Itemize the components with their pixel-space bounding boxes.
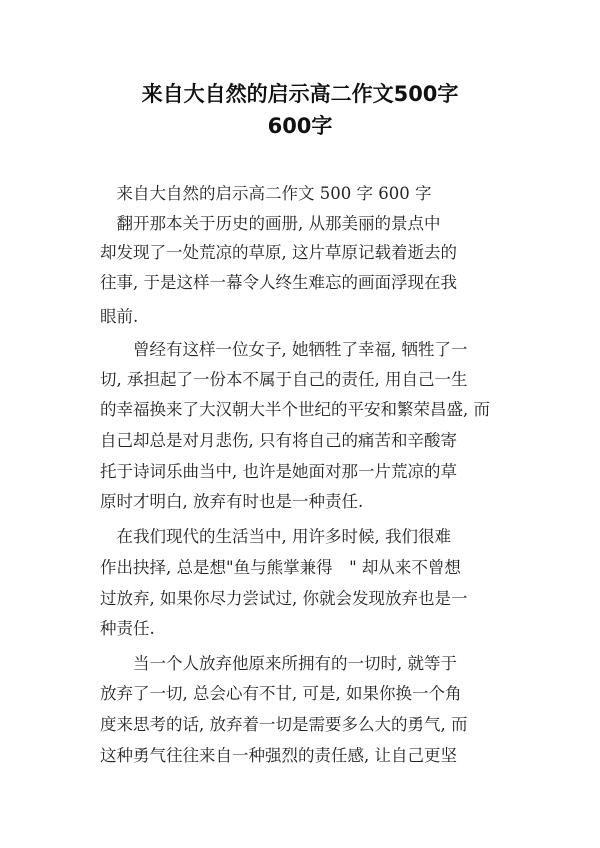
body-line: 翻开那本关于历史的画册, 从那美丽的景点中 — [100, 214, 441, 233]
body-line: 作出抉择, 总是想"鱼与熊掌兼得 " 却从来不曾想 — [100, 558, 461, 577]
body-line: 往事, 于是这样一幕令人终生难忘的画面浮现在我 — [100, 273, 457, 292]
document-title-line-1: 来自大自然的启示高二作文500字 — [141, 82, 459, 106]
body-line: 来自大自然的启示高二作文 500 字 600 字 — [100, 184, 432, 203]
body-line: 托于诗词乐曲当中, 也许是她面对那一片荒凉的草 — [100, 462, 457, 481]
body-line: 当一个人放弃他原来所拥有的一切时, 就等于 — [100, 654, 457, 673]
body-line: 曾经有这样一位女子, 她牺牲了幸福, 牺牲了一 — [100, 340, 468, 359]
body-line: 却发现了一处荒凉的草原, 这片草原记载着逝去的 — [100, 243, 457, 262]
body-line: 过放弃, 如果你尽力尝试过, 你就会发现放弃也是一 — [100, 589, 468, 608]
body-line: 切, 承担起了一份本不属于自己的责任, 用自己一生 — [100, 370, 468, 389]
body-line: 自己却总是对月悲伤, 只有将自己的痛苦和辛酸寄 — [100, 431, 457, 450]
body-line: 这种勇气往往来自一种强烈的责任感, 让自己更坚 — [100, 746, 457, 765]
body-line: 眼前. — [100, 307, 139, 326]
document-title-line-2: 600字 — [267, 114, 333, 138]
body-line: 放弃了一切, 总会心有不甘, 可是, 如果你换一个角 — [100, 684, 462, 703]
body-line: 的幸福换来了大汉朝大半个世纪的平安和繁荣昌盛, 而 — [100, 400, 490, 419]
body-line: 在我们现代的生活当中, 用许多时候, 我们很难 — [100, 527, 451, 546]
body-line: 种责任. — [100, 619, 155, 638]
body-line: 原时才明白, 放弃有时也是一种责任. — [100, 492, 364, 511]
body-line: 度来思考的话, 放弃着一切是需要多么大的勇气, 而 — [100, 715, 468, 734]
